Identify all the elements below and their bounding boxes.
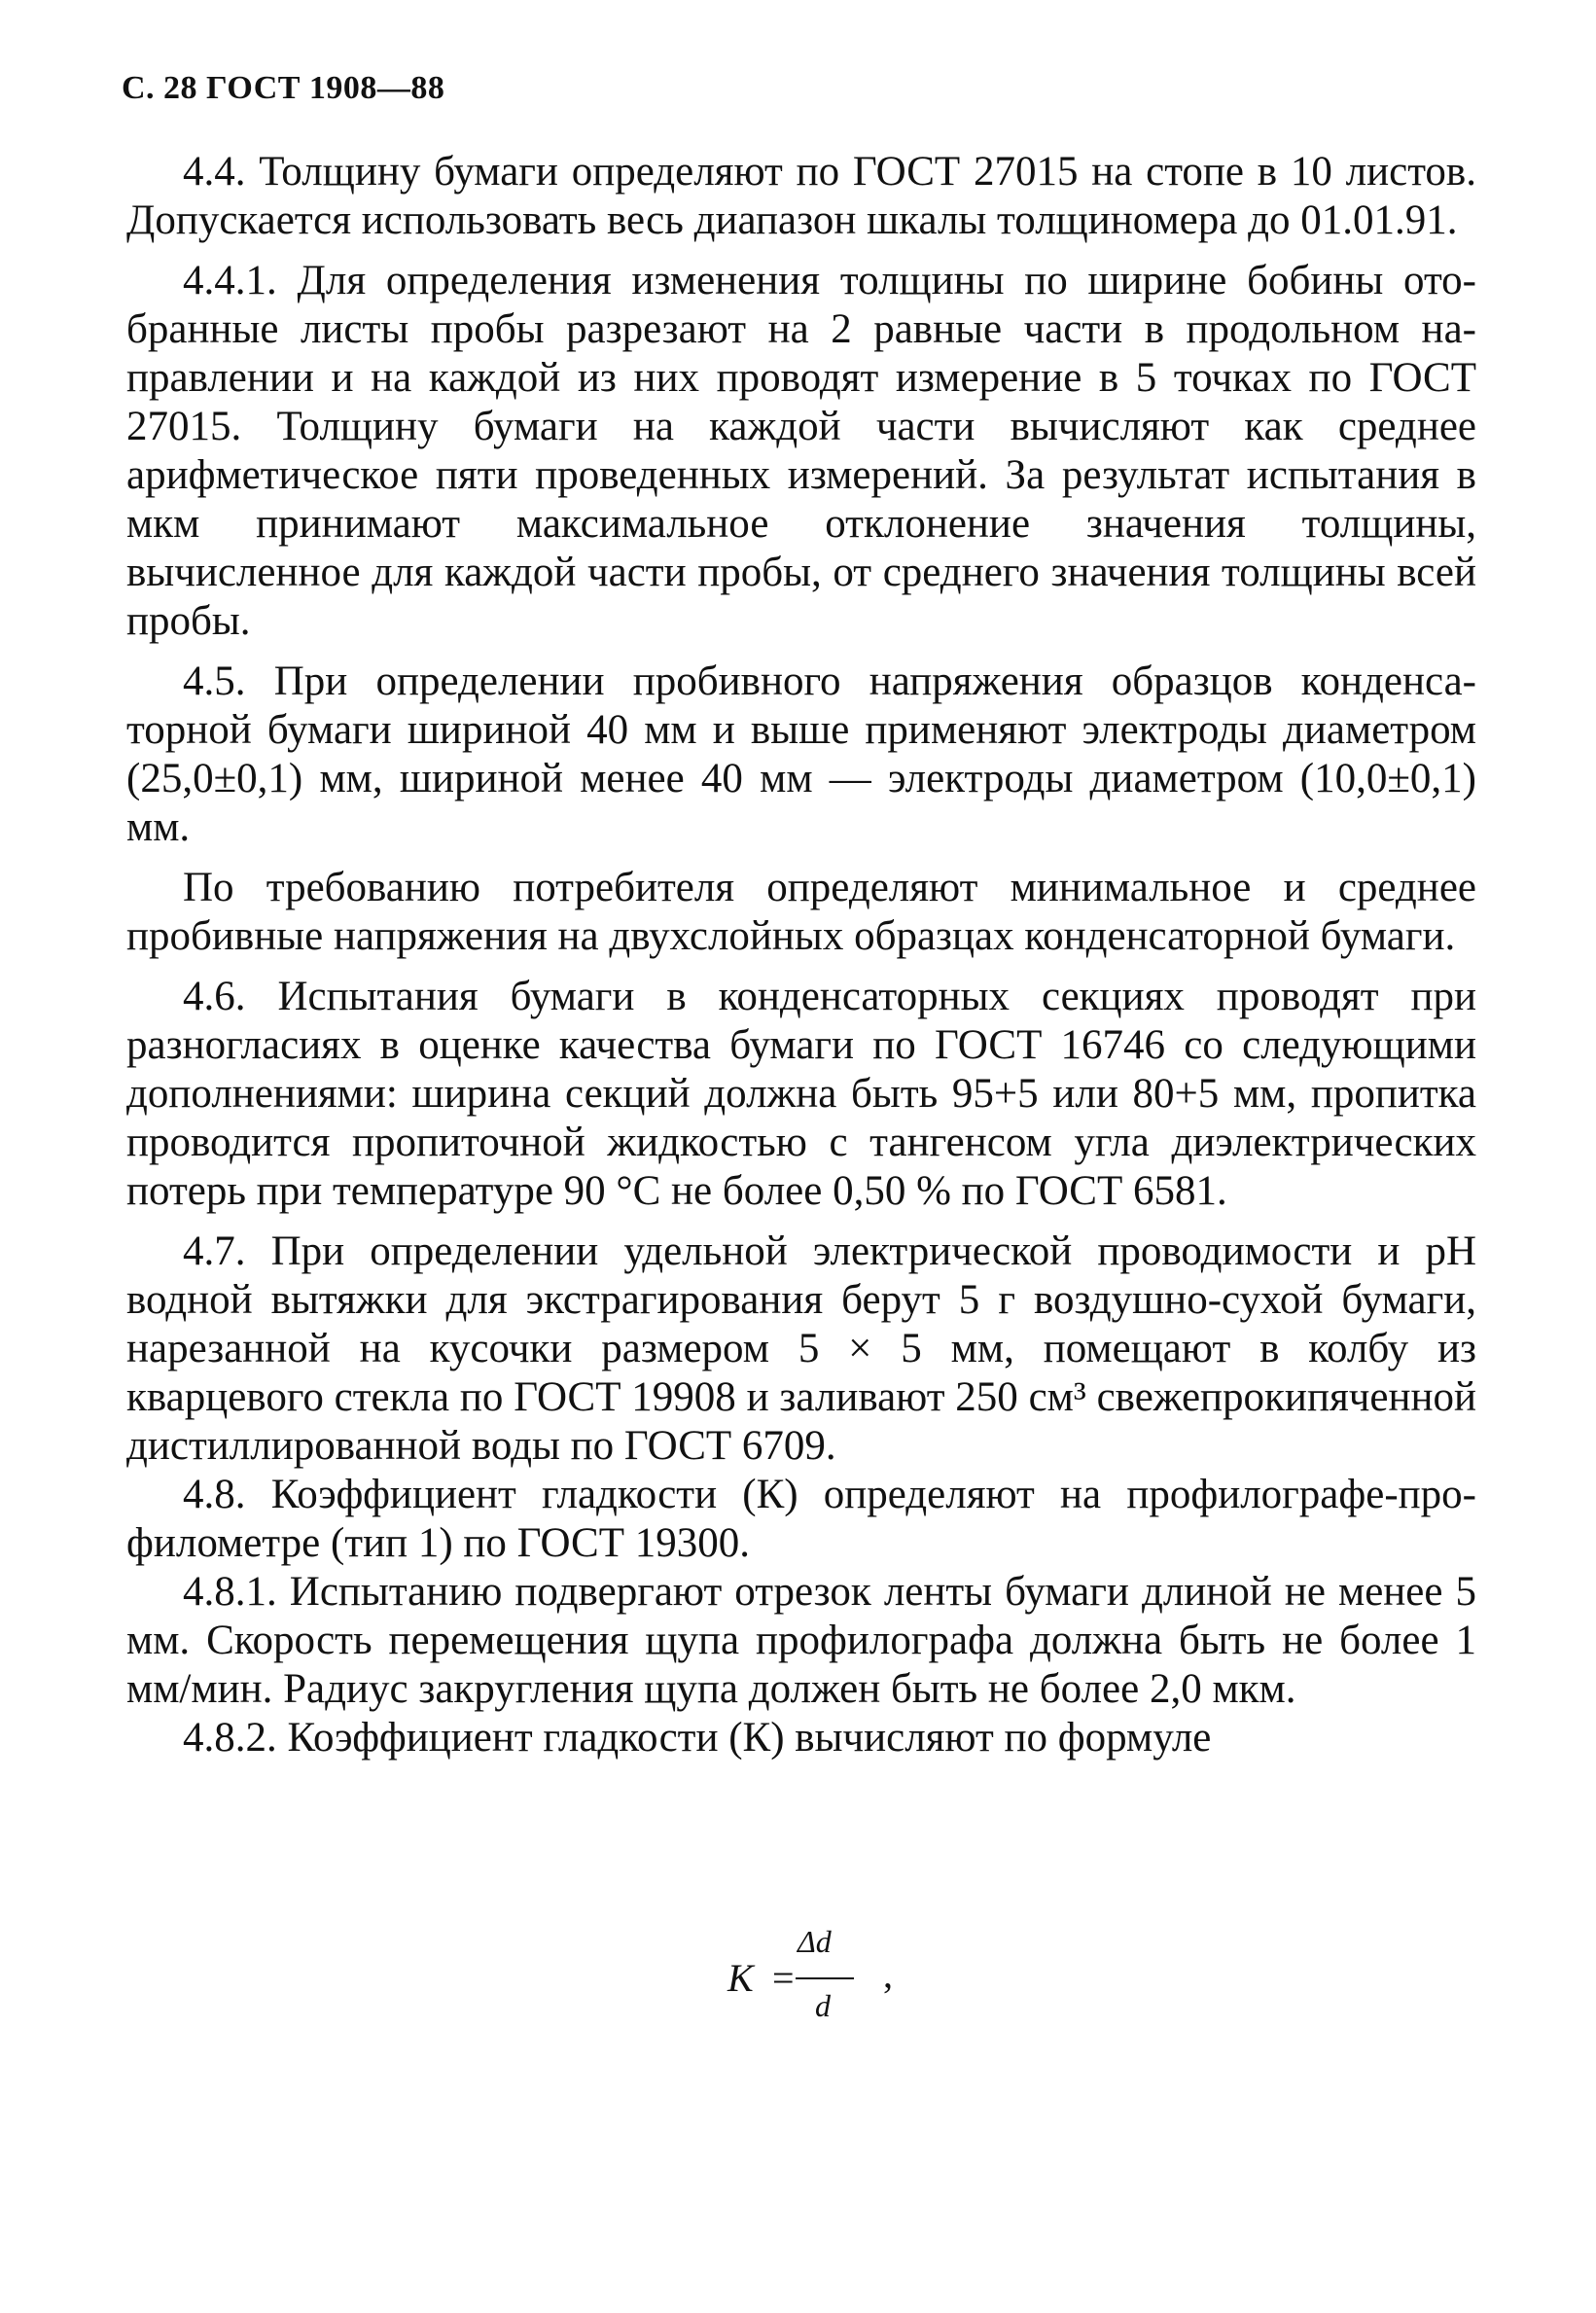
paragraph-4-7: 4.7. При определении удельной электрической проводимости и рН водной вытяжки для экстрагирования берут 5 г воздушно-сухой бумаги, нарезанной на кусочки размером 5 × 5 мм, помещают в колбу из кварцевого стекла по ГОСТ 19908 и заливают 250 см³ свежепрокипяченной дистиллированной воды по ГОСТ 6709. (126, 1228, 1476, 1469)
document-body (126, 148, 1476, 1762)
paragraph-4-4-1: 4.4.1. Для определения изменения толщины по ширине бобины отобранные листы пробы разрезают на 2 равные части в продольном направлении и на каждой из них проводят измерение в 5 точках по ГОСТ 27015. Толщину бумаги на каждой части вычисляют как среднее арифметическое пяти проведенных измерений. За результат испытания в мкм принимают максимальное отклонение значения толщины, вычисленное для каждой части пробы, от среднего значения толщины всей пробы. (126, 258, 1476, 644)
formula-trailing-comma: , (883, 1952, 893, 1996)
smoothness-formula (718, 1924, 951, 2041)
paragraph-4-6: 4.6. Испытания бумаги в конденсаторных секциях проводят при разногласиях в оценке качества бумаги по ГОСТ 16746 со следующими дополнениями: ширина секций должна быть 95+5 или 80+5 мм, пропитка проводится пропиточной жидкостью с тангенсом угла диэлектрических потерь при температуре 90 °С не более 0,50 % по ГОСТ 6581. (126, 974, 1476, 1214)
formula-equals: = (772, 1956, 795, 2000)
paragraph-4-8-2: 4.8.2. Коэффициент гладкости (К) вычисляют по формуле (183, 1715, 1212, 1761)
paragraph-4-5-note: По требованию потребителя определяют минимальное и среднее пробивные напряжения на двухслойных образцах конденсаторной бумаги. (126, 865, 1476, 959)
formula-numerator: Δd (798, 1924, 832, 1959)
page-header: С. 28 ГОСТ 1908—88 (122, 70, 445, 106)
paragraph-4-8: 4.8. Коэффициент гладкости (К) определяют на профилографе-профилометре (тип 1) по ГОСТ 19300. (126, 1472, 1476, 1566)
paragraph-4-8-1: 4.8.1. Испытанию подвергают отрезок ленты бумаги длиной не менее 5 мм. Скорость перемещения щупа профилографа должна быть не более 1 мм/мин. Радиус закругления щупа должен быть не более 2,0 мкм. (126, 1569, 1476, 1712)
formula-denominator: d (815, 1988, 831, 2023)
formula-fraction-bar (796, 1977, 854, 1979)
formula-lhs: K (727, 1956, 754, 2000)
paragraph-4-4: 4.4. Толщину бумаги определяют по ГОСТ 27015 на стопе в 10 листов. Допускается использовать весь диапазон шкалы толщиномера до 01.01.91. (126, 149, 1476, 243)
paragraph-4-5: 4.5. При определении пробивного напряжения образцов конденсаторной бумаги шириной 40 мм и выше применяют электроды диаметром (25,0±0,1) мм, шириной менее 40 мм — электроды диаметром (10,0±0,1) мм. (126, 658, 1476, 850)
